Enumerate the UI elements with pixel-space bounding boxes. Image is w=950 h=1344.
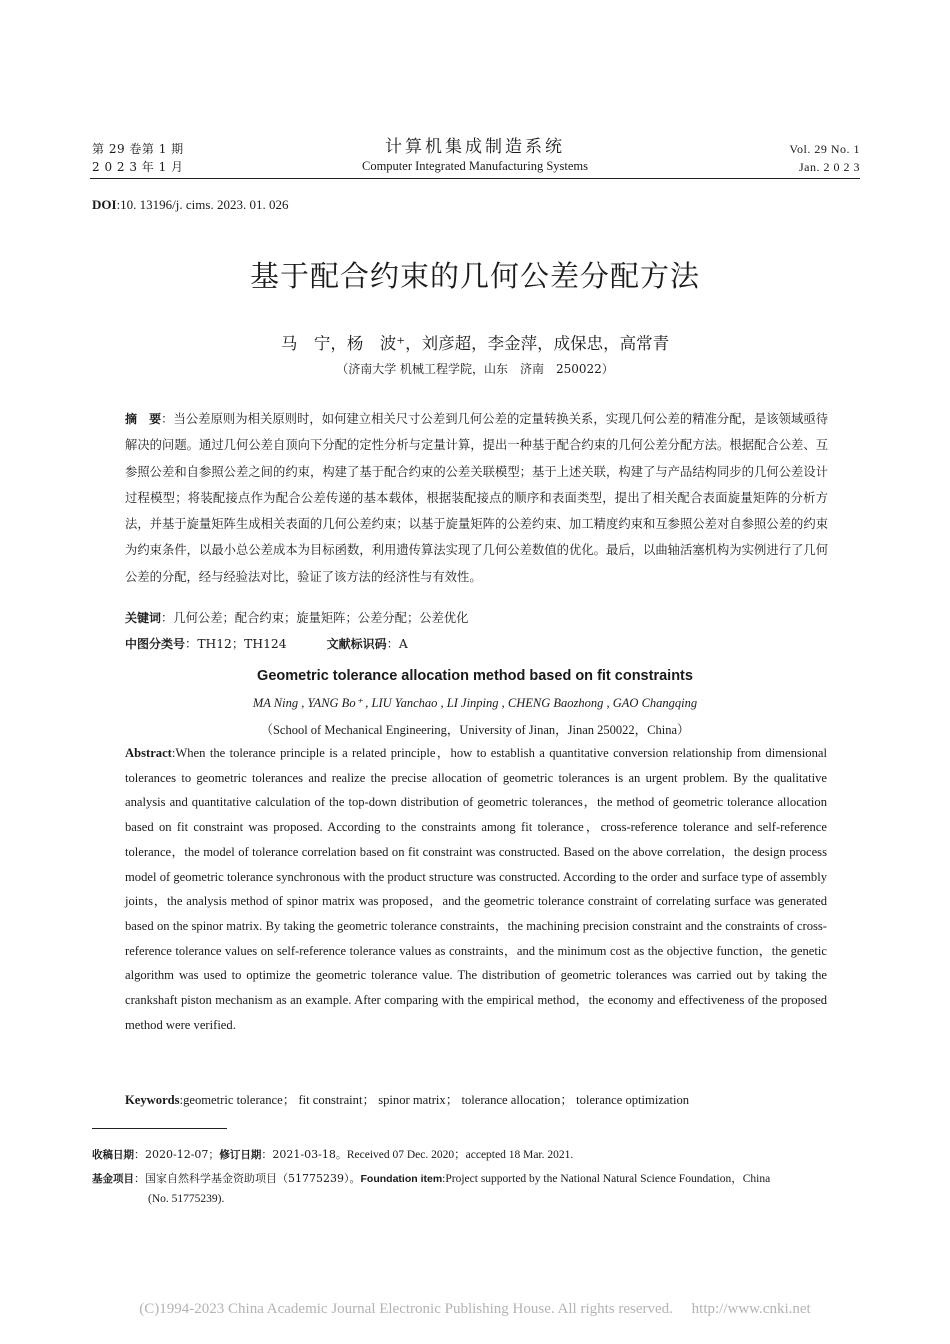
clc-label: 中图分类号 xyxy=(125,637,186,651)
fund-label: 基金项目 xyxy=(92,1173,134,1185)
header-date-en: Jan. 2 0 2 3 xyxy=(799,160,860,174)
doc-code-label: 文献标识码 xyxy=(326,637,387,651)
paper-title-cn: 基于配合约束的几何公差分配方法 xyxy=(249,259,700,293)
fund-en-value: :Project supported by the National Natural Science Foundation，China xyxy=(442,1173,771,1185)
doi-label: DOI xyxy=(92,197,117,212)
classification xyxy=(125,634,408,652)
keywords-cn-label: 关键词 xyxy=(125,611,162,625)
received-en: Received 07 Dec. 2020；accepted 18 Mar. 2021. xyxy=(346,1149,574,1161)
keywords-en xyxy=(125,1089,689,1108)
copyright-watermark: (C)1994-2023 China Academic Journal Electronic Publishing House. All rights reserved. http://www.cnki.net xyxy=(139,1301,811,1317)
footnote-divider xyxy=(92,1128,227,1129)
keywords-cn-text: ：几何公差；配合约束；旋量矩阵；公差分配；公差优化 xyxy=(161,611,469,625)
journal-name xyxy=(250,136,700,174)
doi xyxy=(92,197,288,213)
journal-name-en: Computer Integrated Manufacturing Systems xyxy=(362,159,588,173)
received-label: 收稿日期 xyxy=(92,1149,134,1161)
paper-title-en: Geometric tolerance allocation method based on fit constraints xyxy=(257,668,693,684)
fund-value: ：国家自然科学基金资助项目（51775239）。 xyxy=(134,1172,361,1185)
authors-en: MA Ning , YANG Bo⁺ , LIU Yanchao , LI Jinping , CHENG Baozhong , GAO Changqing xyxy=(252,696,698,710)
fund-en-value-2: (No. 51775239). xyxy=(148,1193,225,1205)
journal-name-cn: 计算机集成制造系统 xyxy=(385,137,565,157)
received-value: ：2020-12-07； xyxy=(134,1148,220,1161)
footnote-funding xyxy=(92,1169,862,1209)
revised-value: ：2021-03-18。 xyxy=(261,1148,347,1161)
affiliation-en: （School of Mechanical Engineering，University of Jinan，Jinan 250022，China） xyxy=(260,723,690,737)
revised-label: 修订日期 xyxy=(219,1149,262,1161)
header-date-cn: 2 0 2 3 年 1 月 xyxy=(92,160,184,174)
affiliation-cn: （济南大学 机械工程学院，山东 济南 250022） xyxy=(336,362,614,376)
authors-cn: 马 宁，杨 波⁺，刘彦超，李金萍，成保忠，高常青 xyxy=(280,334,670,353)
header-volume-en: Vol. 29 No. 1 xyxy=(789,142,860,156)
keywords-en-label: Keywords xyxy=(125,1093,180,1107)
abstract-en-text: :When the tolerance principle is a related principle，how to establish a quantitative conversion relationship from dimensional tolerances to geometric tolerances and realize the precise allocation of geometric tolerances is an urgent problem. By the qualitative analysis and quantitative calculation of the top-down distribution of geometric tolerances，the method of geometric tolerance allocation based on fit constraint was proposed. According to the constraints among fit tolerance，cross-reference tolerance and self-reference tolerance，the model of tolerance correlation based on fit constraint was constructed. Based on the above correlation，the design process model of geometric tolerance synchronous with the product structure was constructed. According to the order and surface type of assembly joints，the analysis method of spinor matrix was proposed，and the geometric tolerance constraint of correlating surface was generated based on the spinor matrix. By taking the geometric tolerance constraints，the machining precision constraint and the constraints of cross-reference tolerance values on self-reference tolerance values as constraints，and the minimum cost as the objective function，the genetic algorithm was used to optimize the geometric tolerance value. The distribution of geometric tolerances was carried out by taking the crankshaft piston mechanism as an example. After comparing with the empirical method，the economy and effectiveness of the proposed method were verified. xyxy=(125,746,827,1032)
abstract-cn xyxy=(125,406,828,590)
header-divider xyxy=(90,178,860,179)
keywords-en-text: :geometric tolerance； fit constraint； spinor matrix； tolerance allocation； tolerance optimization xyxy=(179,1093,690,1107)
abstract-cn-label: 摘 要 xyxy=(125,412,162,426)
abstract-en xyxy=(125,741,827,1037)
doc-code-value: ：A xyxy=(386,637,408,651)
header-issue-info xyxy=(92,140,184,176)
header-issue-info-en xyxy=(789,140,860,176)
doi-value: :10. 13196/j. cims. 2023. 01. 026 xyxy=(116,197,289,212)
abstract-en-label: Abstract xyxy=(125,746,172,760)
clc-value: ：TH12；TH124 xyxy=(185,637,287,651)
abstract-cn-text: ：当公差原则为相关原则时，如何建立相关尺寸公差到几何公差的定量转换关系，实现几何公差的精准分配，是该领域亟待解决的问题。通过几何公差自顶向下分配的定性分析与定量计算，提出一种基于配合约束的几何公差分配方法。根据配合公差、互参照公差和自参照公差之间的约束，构建了基于配合约束的公差关联模型；基于上述关联，构建了与产品结构同步的几何公差设计过程模型；将装配接点作为配合公差传递的基本载体，根据装配接点的顺序和表面类型，提出了相关配合表面旋量矩阵的分析方法，并基于旋量矩阵生成相关表面的几何公差约束；以基于旋量矩阵的公差约束、加工精度约束和互参照公差对自参照公差的约束为约束条件，以最小总公差成本为目标函数，利用遗传算法实现了几何公差数值的优化。最后，以曲轴活塞机构为实例进行了几何公差的分配，经与经验法对比，验证了该方法的经济性与有效性。 xyxy=(125,412,828,584)
fund-en-label: Foundation item xyxy=(360,1173,443,1185)
keywords-cn xyxy=(125,608,468,626)
header-volume-cn: 第 29 卷第 1 期 xyxy=(92,142,184,156)
footnote-dates xyxy=(92,1146,573,1162)
